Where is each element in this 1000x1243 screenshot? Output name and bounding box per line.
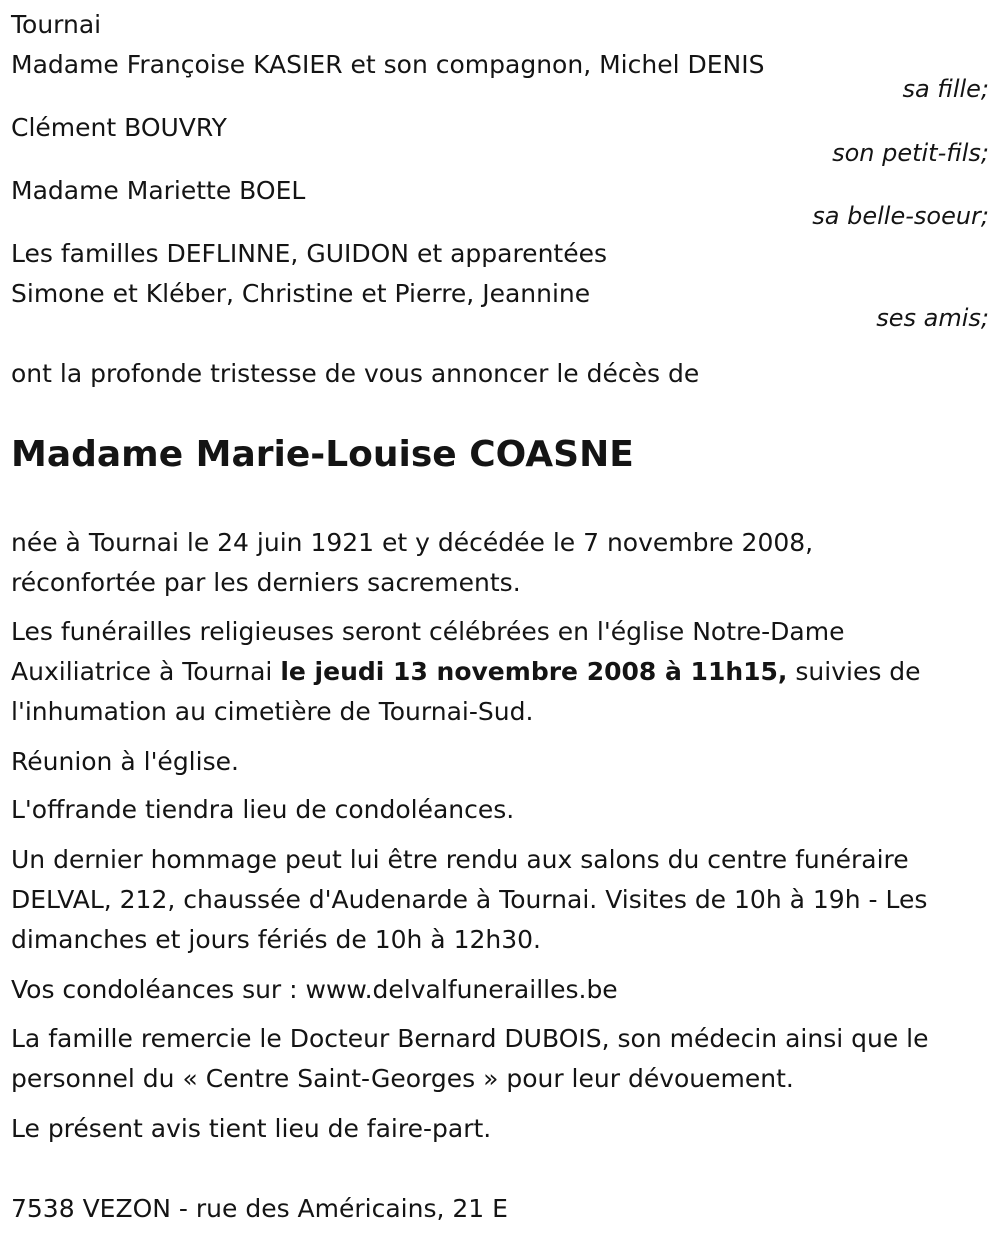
meeting-paragraph: Réunion à l'église. [11, 747, 239, 776]
funeral-datetime: le jeudi 13 novembre 2008 à 11h15, [280, 657, 788, 686]
birth-paragraph [11, 523, 991, 603]
paragraph-line: née à Tournai le 24 juin 1921 et y décédée le 7 novembre 2008, [11, 528, 814, 557]
mourner-relation: son petit-fils; [832, 139, 989, 167]
paragraph-line: Les funérailles religieuses seront célébrées en l'église Notre-Dame [11, 617, 845, 646]
paragraph-line: personnel du « Centre Saint-Georges » pour leur dévouement. [11, 1064, 794, 1093]
mourner-name-line: Madame Mariette BOEL [11, 176, 306, 205]
paragraph-line: l'inhumation au cimetière de Tournai-Sud. [11, 697, 534, 726]
city-heading: Tournai [11, 10, 102, 39]
announcement-text: ont la profonde tristesse de vous annoncer le décès de [11, 359, 700, 388]
tribute-paragraph [11, 840, 991, 960]
mourner-name-line: Madame Françoise KASIER et son compagnon, Michel DENIS [11, 50, 765, 79]
paragraph-line: réconfortée par les derniers sacrements. [11, 568, 521, 597]
mourner-relation: sa belle-soeur; [812, 202, 989, 230]
paragraph-line: La famille remercie le Docteur Bernard DUBOIS, son médecin ainsi que le [11, 1024, 929, 1053]
address-line: 7538 VEZON - rue des Américains, 21 E [11, 1194, 508, 1223]
paragraph-line: DELVAL, 212, chaussée d'Audenarde à Tournai. Visites de 10h à 19h - Les [11, 885, 928, 914]
condolences-paragraph: Vos condoléances sur : www.delvalfunerailles.be [11, 975, 618, 1004]
deceased-name: Madame Marie-Louise COASNE [11, 434, 634, 475]
mourner-name-line: Simone et Kléber, Christine et Pierre, Jeannine [11, 279, 591, 308]
offering-paragraph: L'offrande tiendra lieu de condoléances. [11, 795, 515, 824]
paragraph-line [11, 652, 991, 692]
paragraph-line: Un dernier hommage peut lui être rendu aux salons du centre funéraire [11, 845, 909, 874]
funeral-paragraph [11, 612, 991, 732]
paragraph-line: dimanches et jours fériés de 10h à 12h30. [11, 925, 541, 954]
mourner-relation: sa fille; [902, 75, 989, 103]
funeral-suffix: suivies de [787, 657, 921, 686]
funeral-place: Auxiliatrice à Tournai [11, 657, 281, 686]
mourner-relation: ses amis; [876, 304, 989, 332]
notice-paragraph: Le présent avis tient lieu de faire-part. [11, 1114, 492, 1143]
mourner-name-line: Les familles DEFLINNE, GUIDON et apparentées [11, 239, 607, 268]
thanks-paragraph [11, 1019, 991, 1099]
mourner-name-line: Clément BOUVRY [11, 113, 227, 142]
